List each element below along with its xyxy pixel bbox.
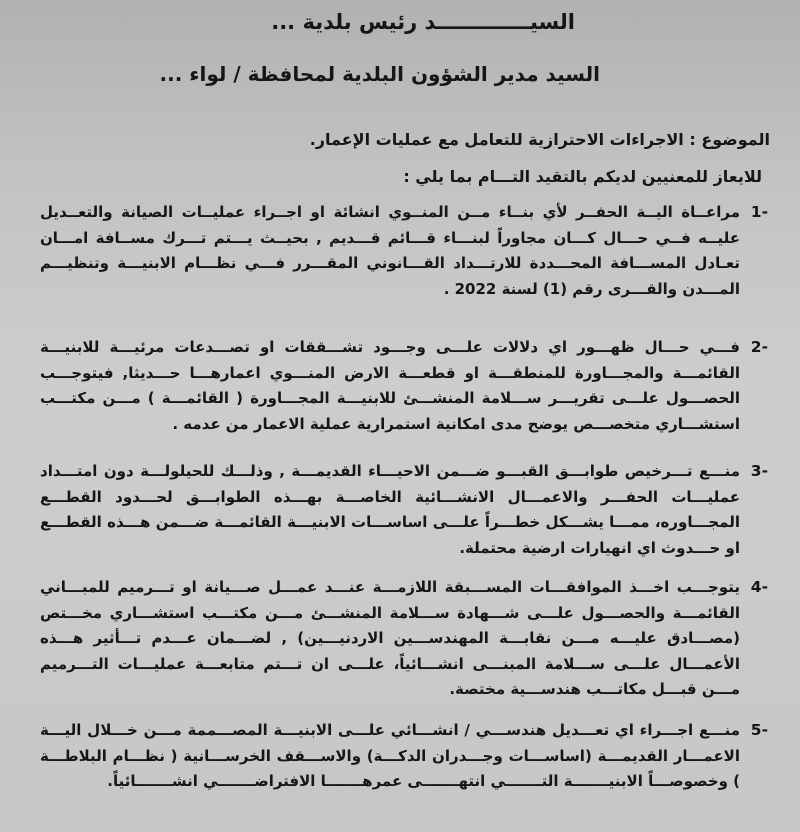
directive-item — [40, 459, 768, 561]
directive-item — [40, 335, 768, 437]
item-text: فـــي حـــال ظهـــور اي دلالات علـــى وجـــود تشـــققات او تصـــدعات مرئيـــة للابنيـــة القائمـــة والمجـــاورة للمنطقـــة او قطعـــة الارض المنـــوي اعمارهـــا حـــديثا, فيتوجـــب الحصـــول علـــى تقريـــر ســـلامة المنشـــئ للابنيـــة المجـــاورة ( القائمـــة ) مـــن مكتـــب استشـــاري متخصـــص يوضح مدى امكانية استمرارية عملية الاعمار من عدمه . — [40, 338, 740, 433]
directive-item — [40, 200, 768, 302]
addressee-municipality-head: السيـــــــــــــد رئيس بلدية ... — [271, 10, 575, 34]
instruction-line: للايعاز للمعنيين لديكم بالتقيد التـــام بما يلي : — [403, 167, 762, 186]
item-number: 2- — [750, 338, 768, 356]
directive-item — [40, 575, 768, 703]
item-text: منـــع اجـــراء اي تعـــديل هندســـي / انشـــائي علـــى الابنيـــة المصـــممة مـــن خـــلال اليـــة الاعمـــار القديمـــة (اساســـات وجـــدران الدكـــة) والاســـقف الخرســـانية ( نظـــام البلاطـــة ) وخصوصـــاً الابنيـــــــة التـــــــي انتهـــــــى عمرهـــــــا الافتراضـــــــي انشـــــــائياً. — [40, 721, 740, 790]
subject-line: الموضوع : الاجراءات الاحترازية للتعامل مع عمليات الإعمار. — [309, 130, 770, 149]
directive-item — [40, 718, 768, 795]
addressee-municipal-affairs-director: السيد مدير الشؤون البلدية لمحافظة / لواء ... — [159, 62, 600, 86]
item-number: 5- — [750, 721, 768, 739]
item-text: مراعــاة اليــة الحفــر لأي بنــاء مــن المنــوي انشائة او اجــراء عمليــات الصيانة والتعــديل عليــه فــي حـــال كـــان مجاوراً لبنـــاء قـــائم قـــديم , بحيــث يـــتم تـــرك مســافة امـــان تعـادل المســـافة المحـــددة للارتـــداد القـــانوني المقـــرر فـــي نظـــام الابنيـــة وتنظيـــم المـــدن والقـــرى رقم (1) لسنة 2022 . — [40, 203, 740, 298]
item-number: 1- — [750, 203, 768, 221]
item-text: يتوجـــب اخـــذ الموافقـــات المســـبقة اللازمـــة عنـــد عمـــل صـــيانة او تـــرميم للمبـــاني القائمـــة والحصـــول علـــى شـــهادة ســـلامة المنشـــئ مـــن مكتـــب استشـــاري مخـــتص (مصـــادق عليـــه مـــن نقابـــة المهندســـين الاردنيـــين) , لضـــمان عـــدم تـــأثير هـــذه الأعمـــال علـــى ســـلامة المبنـــى انشـــائياً، علـــى ان تـــتم متابعـــة عمليـــات التـــرميم مـــن قبـــل مكاتـــب هندســـية مختصة. — [40, 578, 740, 698]
item-text: منـــع تـــرخيص طوابـــق القبـــو ضـــمن الاحيـــاء القديمـــة , وذلـــك للحيلولـــة دون امتـــداد عمليـــات الحفـــر والاعمـــال الانشـــائية الخاصـــة بهـــذه الطوابـــق لحـــدود القطـــع المجـــاوره، ممـــا يشـــكل خطـــراً علـــى اساســـات الابنيـــة القائمـــة ضـــمن هـــذه القطـــع او حـــدوث اي انهيارات ارضية محتملة. — [40, 462, 740, 557]
item-number: 4- — [750, 578, 768, 596]
item-number: 3- — [750, 462, 768, 480]
